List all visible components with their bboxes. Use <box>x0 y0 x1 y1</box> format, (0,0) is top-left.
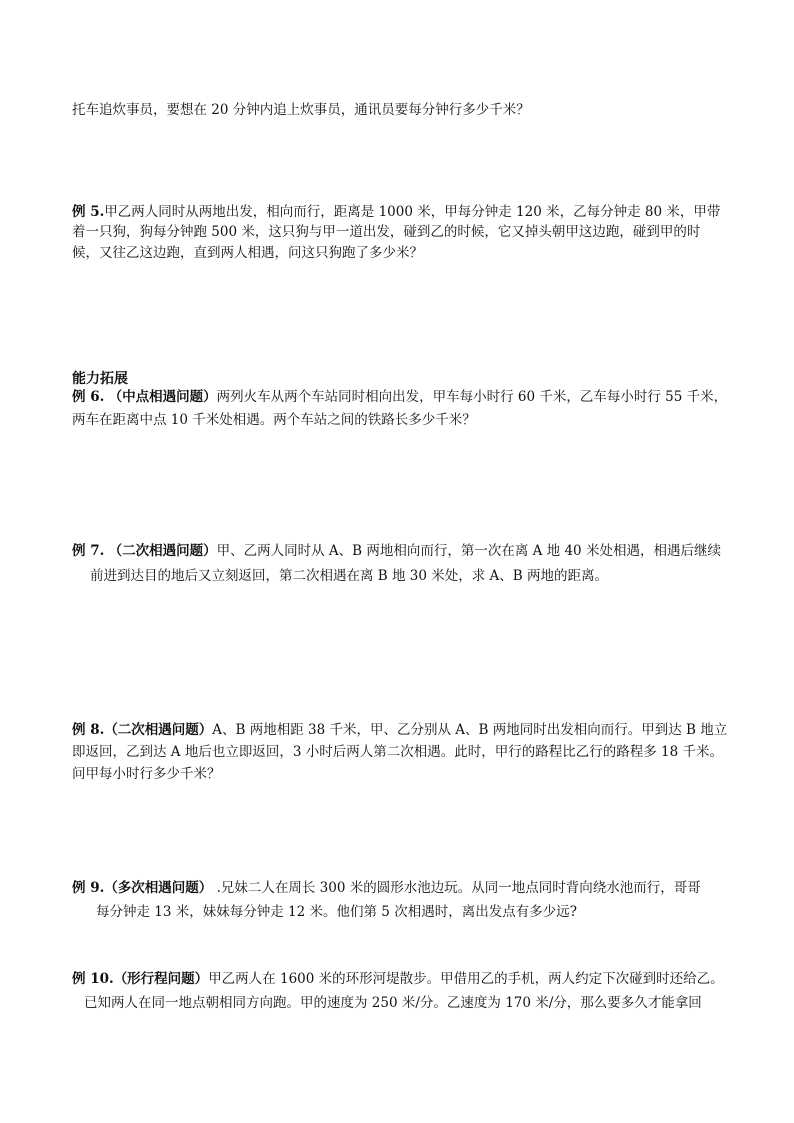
section-title: 能力拓展 <box>72 371 128 387</box>
example-10-line-1 <box>72 970 724 988</box>
example-8-tag: （二次相遇问题） <box>104 722 213 738</box>
example-5-line-1 <box>72 203 720 221</box>
example-6-line-2: 两车在距离中点 10 千米处相遇。两个车站之间的铁路长多少千米？ <box>72 412 476 428</box>
example-9-text-1: .兄妹二人在周长 300 米的圆形水池边玩。从同一地点同时背向绕水池而行，哥哥 <box>216 880 701 896</box>
intro-line: 托车追炊事员，要想在 20 分钟内追上炊事员，通讯员要每分钟行多少千米？ <box>72 102 530 118</box>
example-6-label: 例 6. <box>72 389 105 405</box>
example-8-text-1: A、B 两地相距 38 千米，甲、乙分别从 A、B 两地同时出发相向而行。甲到达 B 地立 <box>212 722 728 738</box>
example-6-text-1: 两列火车从两个车站同时相向出发，甲车每小时行 60 千米，乙车每小时行 55 千米， <box>216 389 728 405</box>
example-5-line-2: 着一只狗，狗每分钟跑 500 米，这只狗与甲一道出发，碰到乙的时候，它又掉头朝甲这边跑，碰到甲的时 <box>72 224 701 240</box>
example-8-line-2: 即返回，乙到达 A 地后也立即返回，3 小时后两人第二次相遇。此时，甲行的路程比乙行的路程多 18 千米。 <box>72 744 723 760</box>
example-5-line-3: 候，又往乙这边跑，直到两人相遇，问这只狗跑了多少米？ <box>72 245 423 261</box>
example-6-tag: （中点相遇问题） <box>108 389 217 405</box>
example-5-label: 例 5. <box>72 204 105 220</box>
example-5-text-1: 甲乙两人同时从两地出发，相向而行，距离是 1000 米，甲每分钟走 120 米，乙每分钟走 80 米，甲带 <box>104 204 721 220</box>
example-9-line-1 <box>72 879 701 897</box>
example-10-text-1: 甲乙两人在 1600 米的环形河堤散步。甲借用乙的手机，两人约定下次碰到时还给乙。 <box>208 971 724 987</box>
example-8-line-1 <box>72 721 727 739</box>
example-7-label: 例 7. <box>72 543 105 559</box>
example-9-tag: （多次相遇问题） <box>104 880 213 896</box>
example-7-line-2: 前进到达目的地后又立刻返回，第二次相遇在离 B 地 30 米处，求 A、B 两地的距离。 <box>90 568 609 584</box>
example-8-line-3: 问甲每小时行多少千米？ <box>72 766 221 782</box>
example-7-line-1 <box>72 542 721 560</box>
example-7-tag: （二次相遇问题） <box>108 543 217 559</box>
example-9-line-2: 每分钟走 13 米，妹妹每分钟走 12 米。他们第 5 次相遇时，离出发点有多少远? <box>96 904 577 920</box>
example-10-tag: （形行程问题） <box>113 971 209 987</box>
example-9-label: 例 9. <box>72 880 105 896</box>
example-10-label: 例 10. <box>72 971 114 987</box>
example-6-line-1 <box>72 388 727 406</box>
example-8-label: 例 8. <box>72 722 105 738</box>
example-7-text-1: 甲、乙两人同时从 A、B 两地相向而行，第一次在离 A 地 40 米处相遇，相遇后继续 <box>216 543 721 559</box>
example-10-line-2: 已知两人在同一地点朝相同方向跑。甲的速度为 250 米/分。乙速度为 170 米/分，那么要多久才能拿回 <box>84 995 702 1011</box>
